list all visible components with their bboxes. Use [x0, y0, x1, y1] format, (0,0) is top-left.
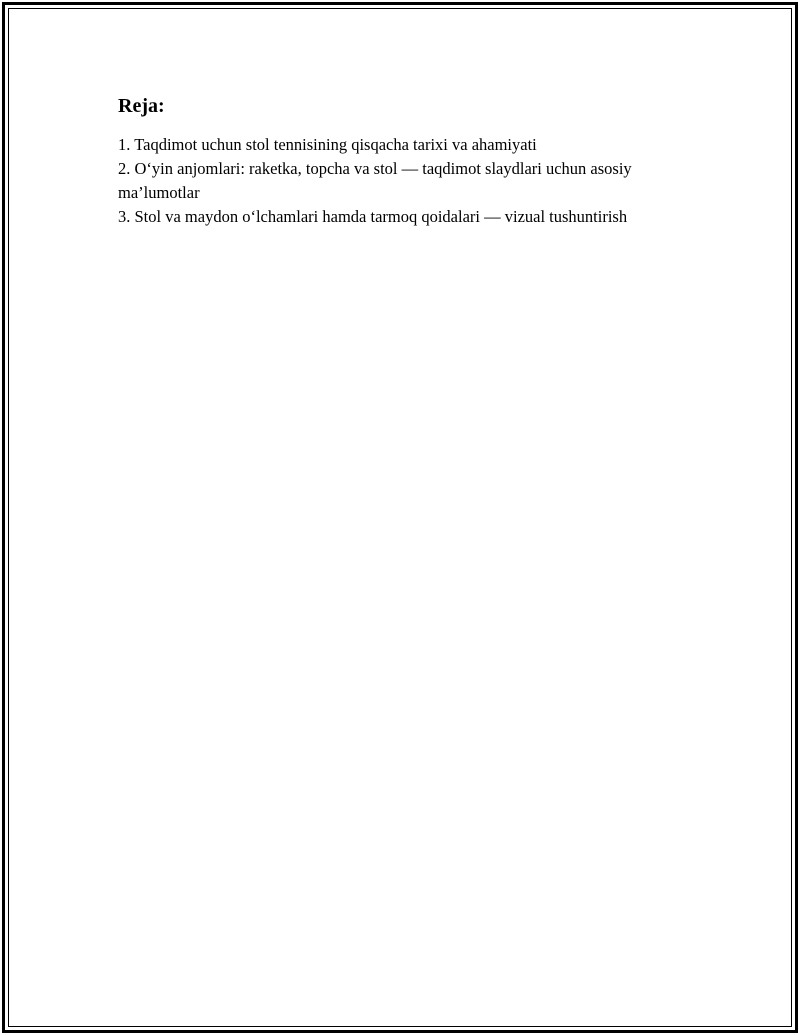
- plan-item-text: Taqdimot uchun stol tennisining qisqacha tarixi va ahamiyati: [134, 135, 537, 154]
- plan-item-text: Stol va maydon o‘lchamlari hamda tarmoq qoidalari — vizual tushuntirish: [134, 207, 628, 226]
- plan-item-number: 2.: [118, 159, 131, 178]
- plan-item-1: [118, 133, 708, 157]
- plan-list: [118, 133, 708, 229]
- plan-item-2: [118, 157, 648, 205]
- plan-item-text: O‘yin anjomlari: raketka, topcha va stol — taqdimot slaydlari uchun asosiy ma’lumotlar: [118, 159, 632, 202]
- plan-item-number: 1.: [118, 135, 131, 154]
- document-content: [118, 93, 708, 229]
- plan-heading: Reja:: [118, 95, 165, 117]
- plan-item-3: [118, 205, 708, 229]
- plan-item-number: 3.: [118, 207, 131, 226]
